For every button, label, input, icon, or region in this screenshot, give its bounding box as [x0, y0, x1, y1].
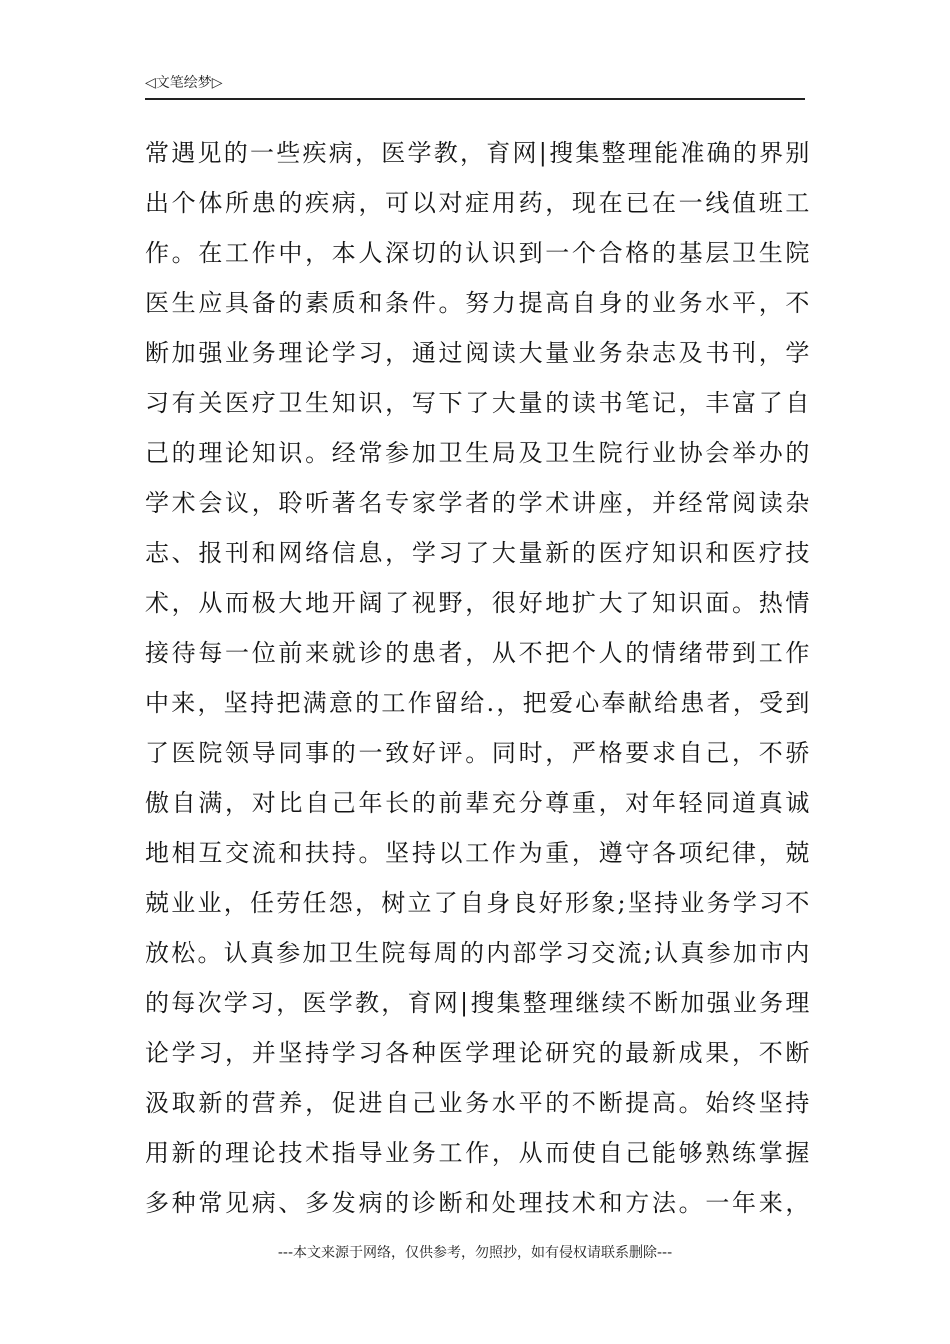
text-line: 多种常见病、多发病的诊断和处理技术和方法。一年来，: [145, 1189, 810, 1217]
text-line: 兢业业，任劳任怨，树立了自身良好形象;坚持业务学习不: [145, 889, 810, 917]
text-line: 中来，坚持把满意的工作留给.，把爱心奉献给患者，受到: [145, 689, 810, 717]
text-line: 习有关医疗卫生知识，写下了大量的读书笔记，丰富了自: [145, 389, 810, 417]
text-line: 常遇见的一些疾病，医学教，育网|搜集整理能准确的界别: [145, 139, 810, 167]
text-line: 用新的理论技术指导业务工作，从而使自己能够熟练掌握: [145, 1139, 810, 1167]
text-line: 傲自满，对比自己年长的前辈充分尊重，对年轻同道真诚: [145, 789, 810, 817]
document-body: [145, 135, 810, 1235]
text-line: 地相互交流和扶持。坚持以工作为重，遵守各项纪律，兢: [145, 839, 810, 867]
text-line: 己的理论知识。经常参加卫生局及卫生院行业协会举办的: [145, 439, 810, 467]
header-logo: ◁文笔绘梦▷: [145, 75, 223, 91]
page-footer: [0, 1244, 950, 1262]
text-line: 了医院领导同事的一致好评。同时，严格要求自己，不骄: [145, 739, 810, 767]
page-header: [145, 72, 805, 100]
text-line: 学术会议，聆听著名专家学者的学术讲座，并经常阅读杂: [145, 489, 810, 517]
text-line: 作。在工作中，本人深切的认识到一个合格的基层卫生院: [145, 239, 810, 267]
text-line: 医生应具备的素质和条件。努力提高自身的业务水平，不: [145, 289, 810, 317]
text-line: 汲取新的营养，促进自己业务水平的不断提高。始终坚持: [145, 1089, 810, 1117]
text-line: 接待每一位前来就诊的患者，从不把个人的情绪带到工作: [145, 639, 810, 667]
text-line: 断加强业务理论学习，通过阅读大量业务杂志及书刊，学: [145, 339, 810, 367]
text-line: 出个体所患的疾病，可以对症用药，现在已在一线值班工: [145, 189, 810, 217]
text-line: 志、报刊和网络信息，学习了大量新的医疗知识和医疗技: [145, 539, 810, 567]
text-line: 放松。认真参加卫生院每周的内部学习交流;认真参加市内: [145, 939, 810, 967]
text-line: 论学习，并坚持学习各种医学理论研究的最新成果，不断: [145, 1039, 810, 1067]
text-line: 术，从而极大地开阔了视野，很好地扩大了知识面。热情: [145, 589, 810, 617]
text-line: 的每次学习，医学教，育网|搜集整理继续不断加强业务理: [145, 989, 810, 1017]
footer-disclaimer: ---本文来源于网络，仅供参考，勿照抄，如有侵权请联系删除---: [277, 1245, 673, 1261]
